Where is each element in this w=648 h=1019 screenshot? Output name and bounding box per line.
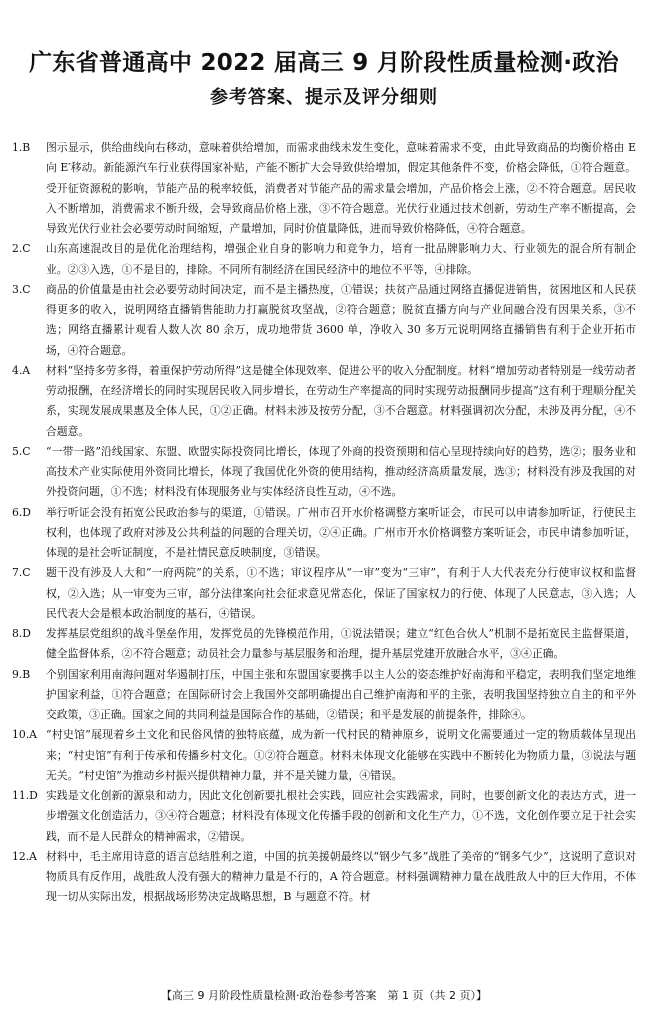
page-subtitle: 参考答案、提示及评分细则 — [210, 87, 438, 108]
answer-text: 山东高速混改目的是优化治理结构，增强企业自身的影响力和竞争力，培育一批品牌影响力大、行业领先的混合所有制企业。②③入选，①不是目的，排除。不同所有制经济在国民经济中的地位不平等，④排除。 — [46, 242, 636, 276]
answer-text: 发挥基层党组织的战斗堡垒作用，发挥党员的先锋模范作用，①说法错误；建立“红色合伙人”机制不是拓宽民主监督渠道，健全监督体系，②不符合题意；动员社会力量参与基层服务和治理，提升基层党建开放融合水平，③④正确。 — [46, 627, 636, 661]
answer-text: 商品的价值量是由社会必要劳动时间决定，而不是主播热度，①错误；扶贫产品通过网络直播促进销售，贫困地区和人民获得更多的收入，说明网络直播销售能助力打赢脱贫攻坚战，②符合题意；脱贫直播方向与产业间融合没有因果关系，③不选；网络直播累计观看人数人次 80 余万，成功地带货 3600 单，净收入 30 多万元说明网络直播销售有利于企业开拓市场，④符合题意。 — [46, 282, 636, 357]
answer-item-7 — [12, 563, 636, 624]
answer-number: 9.B — [12, 667, 31, 681]
answer-item-3 — [12, 280, 636, 361]
answer-item-2 — [12, 239, 636, 280]
answer-text: “一带一路”沿线国家、东盟、欧盟实际投资同比增长，体现了外商的投资预期和信心呈现持续向好的趋势，选②；服务业和高技术产业实际使用外资同比增长，体现了我国优化外资的使用结构，推动经济高质量发展，选③；材料没有涉及我国的对外投资问题，①不选；材料没有体现服务业与实体经济良性互动，④不选。 — [46, 444, 636, 499]
answer-list — [12, 138, 636, 908]
answer-item-9 — [12, 665, 636, 726]
answer-number: 3.C — [12, 282, 31, 296]
answer-item-8 — [12, 624, 636, 665]
answer-number: 7.C — [12, 566, 31, 580]
page-title: 广东省普通高中 2022 届高三 9 月阶段性质量检测·政治 — [29, 50, 619, 76]
answer-text: 个别国家利用南海问题对华遏制打压，中国主张和东盟国家要携手以主人公的姿态维护好南海和平稳定，表明我们坚定地维护国家利益，①符合题意；在国际研讨会上我国外交部明确提出自己维护南海和平的主张，表明我国坚持独立自主的和平外交政策，③正确。国家之间的共同利益是国际合作的基础，②错误；和平是发展的前提条件，排除④。 — [46, 667, 636, 721]
answer-item-6 — [12, 503, 636, 564]
answer-number: 12.A — [12, 849, 37, 863]
answer-number: 2.C — [12, 242, 31, 256]
answer-number: 10.A — [12, 728, 37, 742]
answer-number: 8.D — [12, 627, 31, 640]
answer-number: 11.D — [12, 789, 38, 802]
answer-item-12 — [12, 847, 636, 908]
answer-text: 举行听证会没有拓宽公民政治参与的渠道，①错误。广州市召开水价格调整方案听证会，市民可以申请参加听证，行使民主权利，也体现了政府对涉及公共利益的问题的合理关切，②④正确。广州市开水价格调整方案听证会，市民申请参加听证，体现的是社会听证制度，不是社情民意反映制度，③错误。 — [46, 505, 636, 559]
answer-item-10 — [12, 725, 636, 786]
answer-item-4 — [12, 361, 636, 442]
answer-number: 1.B — [12, 141, 31, 154]
answer-text: 实践是文化创新的源泉和动力，因此文化创新要扎根社会实践，回应社会实践需求，同时，也要创新文化的表达方式，进一步增强文化创造活力，③④符合题意；材料没有体现文化传播手段的创新和文化生产力，①不选，文化创作要立足于社会实践，而不是人民群众的精神需求，②错误。 — [46, 789, 636, 843]
answer-number: 6.D — [12, 505, 31, 519]
answer-number: 5.C — [12, 444, 31, 458]
answer-text: 材料中，毛主席用诗意的语言总结胜利之道，中国的抗美援朝最终以“钢少气多”战胜了美帝的“钢多气少”，这说明了意识对物质具有反作用，战胜敌人没有强大的精神力量是不行的，A 符合题意。材料强调精神力量在战胜敌人中的巨大作用，不体现一切从实际出发，根据战场形势决定战略思想，B 与题意不符。材 — [46, 849, 636, 904]
answer-number: 4.A — [12, 363, 31, 377]
answer-text: 图示显示，供给曲线向右移动，意味着供给增加，而需求曲线未发生变化，意味着需求不变，由此导致商品的均衡价格由 E 向 E′移动。新能源汽车行业获得国家补贴，产能不断扩大会导致供给增加，假定其他条件不变，价格会降低，①符合题意。受开征资源税的影响，节能产品的税率较低，消费者对节能产品的需求量会增加，产品价格会上涨，②不符合题意。居民收入不断增加，消费需求不断升级，会导致商品价格上涨，③不符合题意。光伏行业通过技术创新，劳动生产率不断提高，会导致光伏行业社会必要劳动时间缩短，产量增加，同时价值量降低，进而导致价格降低，④符合题意。 — [46, 141, 636, 235]
answer-item-11 — [12, 786, 636, 847]
answer-text: 材料“坚持多劳多得，着重保护劳动所得”这是健全体现效率、促进公平的收入分配制度。材料“增加劳动者特别是一线劳动者劳动报酬，在经济增长的同时实现居民收入同步增长，在劳动生产率提高的同时实现劳动报酬同步提高”这有利于理顺分配关系，实现发展成果惠及全体人民，①②正确。材料未涉及按劳分配，③不合题意。材料强调初次分配，未涉及再分配，④不合题意。 — [46, 363, 636, 438]
page-footer: 【高三 9 月阶段性质量检测·政治卷参考答案 第 1 页（共 2 页）】 — [161, 989, 487, 1002]
answer-text: “村史馆”展现着乡土文化和民俗风情的独特底蕴，成为新一代村民的精神原乡，说明文化需要通过一定的物质载体呈现出来；“村史馆”有利于传承和传播乡村文化。①②符合题意。材料未体现文化能够在实践中不断转化为物质力量，③说法与题无关。“村史馆”为推动乡村振兴提供精神力量，并不是关键力量，④错误。 — [46, 728, 636, 782]
answer-item-5 — [12, 442, 636, 503]
answer-text: 题干没有涉及人大和“一府两院”的关系，①不选；审议程序从“一审”变为“三审”，有利于人大代表充分行使审议权和监督权，②入选；从一审变为三审，部分法律案向社会征求意见常态化，保证了国家权力的行使、体现了人民意志，③入选；人民代表大会是根本政治制度的基石，④错误。 — [46, 566, 636, 620]
answer-item-1 — [12, 138, 636, 239]
